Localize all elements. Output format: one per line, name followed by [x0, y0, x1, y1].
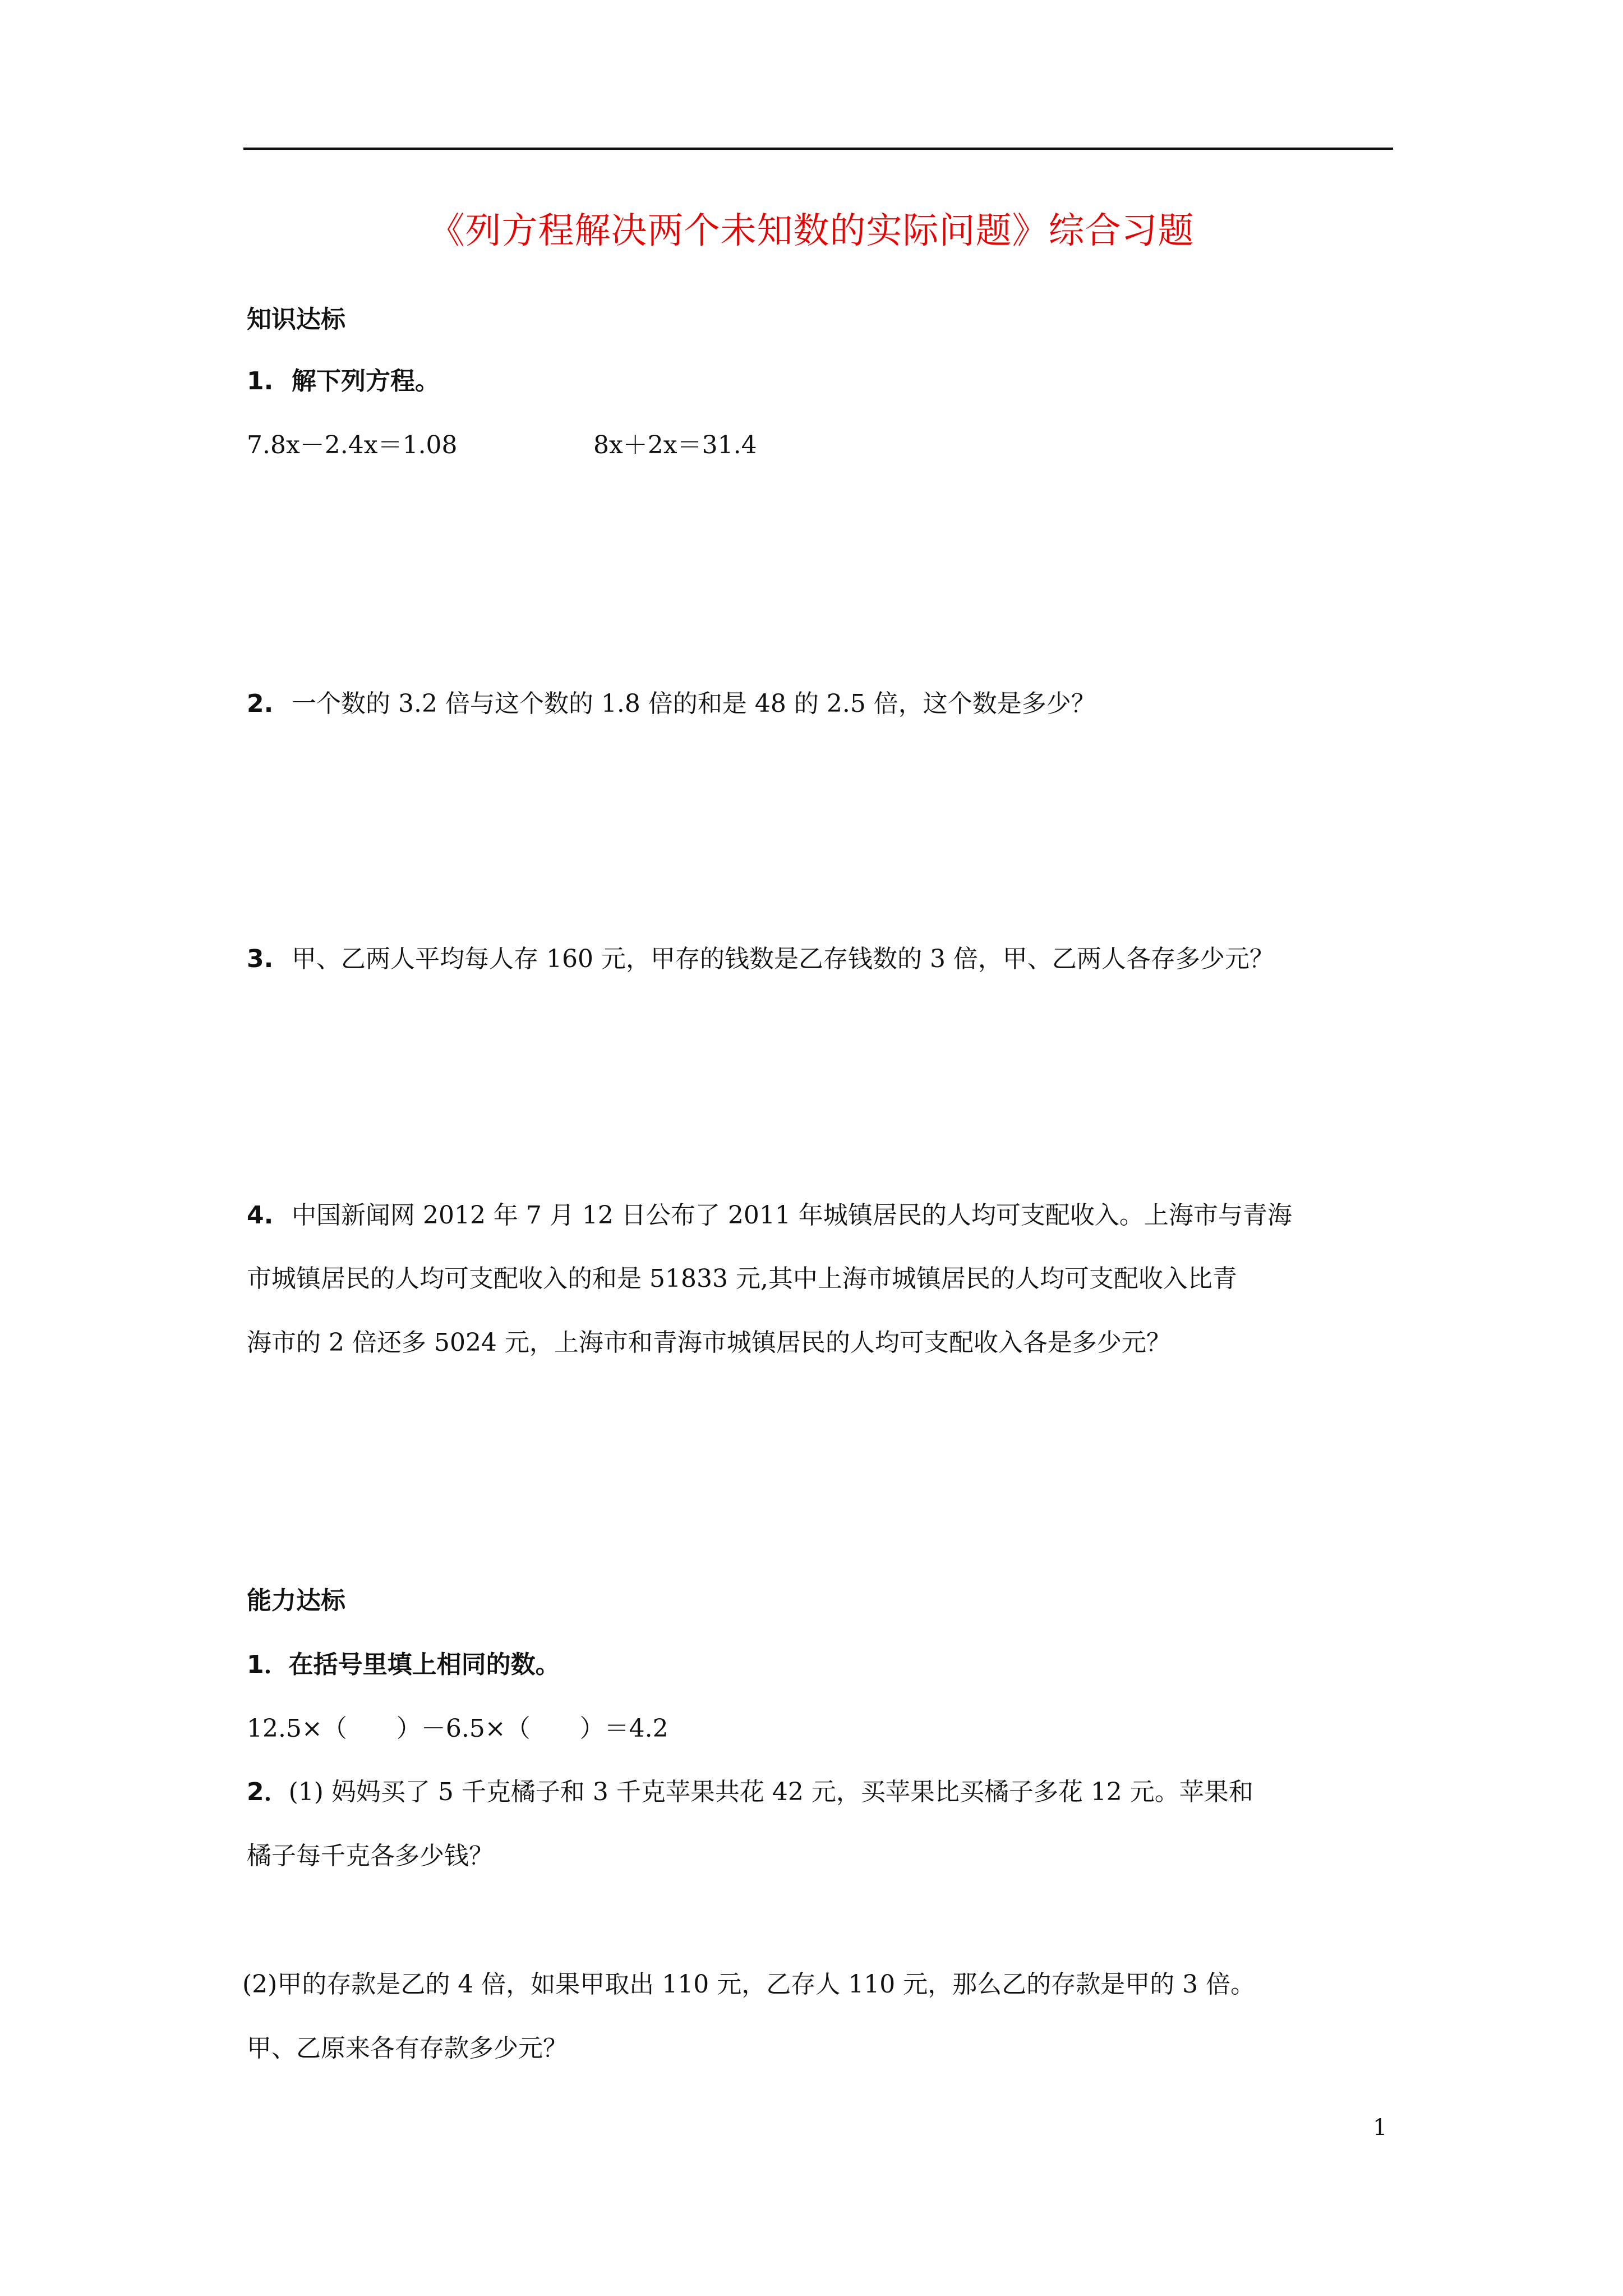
- ability-question-2-part-1-line-1: [247, 1780, 1253, 1805]
- question-1: [247, 369, 440, 394]
- question-number: 4.: [247, 1201, 274, 1230]
- question-4-line-3: 海市的 2 倍还多 5024 元，上海市和青海市城镇居民的人均可支配收入各是多少元？: [247, 1328, 1171, 1357]
- ability-question-2-part-2-line-2: 甲、乙原来各有存款多少元？: [247, 2034, 568, 2063]
- question-text: 中国新闻网 2012 年 7 月 12 日公布了 2011 年城镇居民的人均可支配收入。上海市与青海: [292, 1201, 1292, 1230]
- ability-question-1: [247, 1650, 560, 1679]
- question-4-line-2: 市城镇居民的人均可支配收入的和是 51833 元,其中上海市城镇居民的人均可支配收入比青: [247, 1264, 1237, 1293]
- question-number: 1.: [247, 367, 274, 395]
- question-2: [247, 689, 1096, 718]
- fill-blank-expression: 12.5×（ ）－6.5×（ ）＝4.2: [247, 1714, 668, 1743]
- equation-1: 7.8x－2.4x＝1.08: [247, 431, 458, 459]
- question-text: 在括号里填上相同的数。: [288, 1650, 560, 1679]
- section-heading-knowledge: 知识达标: [247, 305, 345, 334]
- question-number: 2.: [247, 689, 274, 718]
- question-4-line-1: [247, 1203, 1292, 1228]
- question-3: [247, 947, 1274, 972]
- question-number: 3.: [247, 945, 274, 973]
- question-number: 2．: [247, 1778, 289, 1806]
- page-title: 《列方程解决两个未知数的实际问题》综合习题: [428, 210, 1195, 252]
- section-heading-ability: 能力达标: [247, 1586, 345, 1615]
- question-text: (1) 妈妈买了 5 千克橘子和 3 千克苹果共花 42 元，买苹果比买橘子多花 12 元。苹果和: [288, 1778, 1253, 1806]
- header-rule: [243, 148, 1393, 150]
- question-text: 一个数的 3.2 倍与这个数的 1.8 倍的和是 48 的 2.5 倍，这个数是多少？: [292, 689, 1096, 718]
- ability-question-2-part-2-line-1: (2)甲的存款是乙的 4 倍，如果甲取出 110 元，乙存人 110 元，那么乙的存款是甲的 3 倍。: [242, 1970, 1256, 1999]
- question-text: 甲、乙两人平均每人存 160 元，甲存的钱数是乙存钱数的 3 倍，甲、乙两人各存多少元？: [292, 945, 1274, 973]
- page-number: 1: [1373, 2115, 1387, 2141]
- equation-2: 8x＋2x＝31.4: [593, 431, 757, 459]
- question-text: 解下列方程。: [292, 367, 440, 395]
- ability-question-2-part-1-line-2: 橘子每千克各多少钱？: [247, 1842, 494, 1870]
- question-number: 1．: [247, 1650, 289, 1679]
